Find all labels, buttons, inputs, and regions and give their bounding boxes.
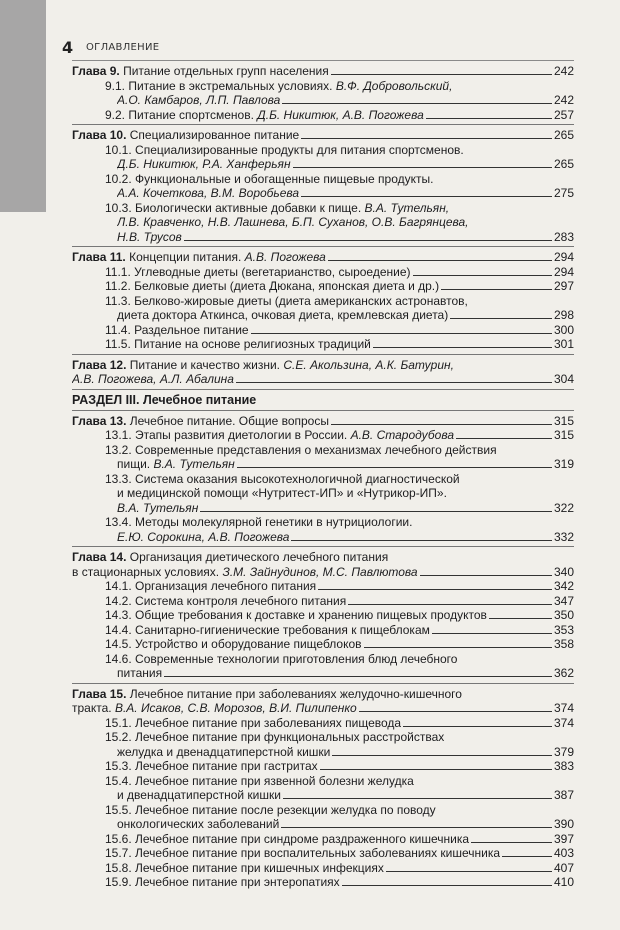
chapter-authors: А.В. Погожева — [244, 250, 326, 264]
page-ref: 350 — [553, 608, 574, 622]
page-ref: 294 — [553, 250, 574, 264]
chapter-label: Глава 11. — [72, 250, 126, 264]
section-title: 14.3. Общие требования к доставке и хранению пищевых продуктов — [105, 608, 487, 622]
page-ref: 387 — [553, 788, 574, 802]
toc-section-15-4-cont[interactable] — [72, 788, 574, 803]
toc-section-9-1-authors — [72, 93, 574, 108]
section-authors: Н.В. Трусов — [117, 229, 182, 244]
toc-section-11-3-cont[interactable] — [72, 308, 574, 323]
toc-section-10-3[interactable] — [72, 201, 574, 216]
section-title-cont: пищи. — [117, 457, 151, 471]
chapter-title: Организация диетического лечебного питания — [129, 550, 389, 564]
chapter-label: Глава 10. — [72, 128, 127, 142]
leader-line — [420, 575, 552, 576]
chapter-title: Лечебное питание. Общие вопросы — [129, 413, 329, 428]
leader-line — [450, 318, 552, 319]
chapter-title: Питание и качество жизни. — [129, 357, 280, 372]
toc-section-10-1-authors — [72, 157, 574, 172]
page-ref: 298 — [553, 308, 574, 322]
section-authors: Е.Ю. Сорокина, А.В. Погожева — [117, 529, 290, 544]
page-ref: 362 — [553, 666, 574, 680]
toc-section-10-2-authors — [72, 186, 574, 201]
leader-line — [331, 74, 552, 75]
section-authors: А.В. Стародубова — [350, 428, 455, 442]
leader-line — [359, 711, 552, 712]
toc-section-13-3-authors — [72, 501, 574, 516]
page-ref: 297 — [553, 279, 574, 293]
section-title-cont: и медицинской помощи «Нутритест-ИП» и «Нутрикор-ИП». — [117, 486, 447, 500]
toc-section-14-6[interactable] — [72, 652, 574, 667]
toc-section-15-3[interactable] — [72, 759, 574, 774]
page-ref: 410 — [553, 875, 574, 889]
section-title-cont: питания — [117, 666, 163, 680]
chapter-authors: В.А. Исаков, С.В. Морозов, В.И. Пилипенко — [114, 701, 357, 715]
chapter-divider — [72, 683, 574, 684]
section-title: 11.2. Белковые диеты (диета Дюкана, японская диета и др.) — [105, 279, 440, 293]
toc-section-15-8[interactable] — [72, 861, 574, 876]
section-title-cont: и двенадцатиперстной кишки — [117, 788, 281, 802]
page-ref: 332 — [553, 529, 574, 544]
page-ref: 358 — [553, 637, 574, 651]
toc-section-15-7[interactable] — [72, 846, 574, 861]
header-rule — [72, 60, 574, 61]
page-ref: 383 — [553, 759, 574, 773]
chapter-title: Специализированное питание — [129, 128, 300, 142]
page-ref: 265 — [553, 128, 574, 142]
section-title: 9.1. Питание в экстремальных условиях. — [105, 78, 333, 93]
toc-section-13-3[interactable] — [72, 472, 574, 487]
chapter-title: Концепции питания. — [129, 250, 242, 264]
page-ref: 242 — [553, 64, 574, 78]
section-authors: А.О. Камбаров, Л.П. Павлова — [117, 93, 281, 107]
chapter-divider — [72, 124, 574, 125]
toc-section-10-3-authors — [72, 230, 574, 245]
page-ref: 265 — [553, 157, 574, 171]
section-title: 9.2. Питание спортсменов. — [105, 107, 254, 122]
toc-section-15-5[interactable] — [72, 803, 574, 818]
chapter-title-cont: в стационарных условиях. — [72, 564, 220, 579]
chapter-label: Глава 14. — [72, 550, 127, 564]
section-title: 14.6. Современные технологии приготовления блюд лечебного — [105, 651, 458, 666]
leader-line — [281, 827, 552, 828]
toc-chapter-15[interactable] — [72, 687, 574, 702]
toc-section-15-2[interactable] — [72, 730, 574, 745]
leader-line — [293, 167, 552, 168]
section-title-cont: онкологических заболеваний — [117, 817, 280, 831]
page-ref: 315 — [553, 413, 574, 428]
section-title: 14.2. Система контроля лечебного питания — [105, 593, 347, 608]
leader-line — [364, 647, 552, 648]
page-ref: 342 — [553, 579, 574, 593]
toc-section-11-1[interactable] — [72, 265, 574, 280]
section-title-cont: желудка и двенадцатиперстной кишки — [117, 744, 331, 759]
leader-line — [291, 540, 552, 541]
leader-line — [200, 511, 552, 512]
section-title: 10.2. Функциональные и обогащенные пищевые продукты. — [105, 171, 434, 186]
chapter-label: Глава 13. — [72, 413, 127, 428]
section-title: 15.4. Лечебное питание при язвенной болезни желудка — [105, 773, 414, 788]
page-corner-tab — [0, 0, 46, 212]
section-authors: В.А. Тутельян — [117, 500, 199, 515]
section-title: 14.5. Устройство и оборудование пищеблоков — [105, 637, 362, 651]
toc-section-13-4-authors — [72, 530, 574, 545]
toc-chapter-12-authors — [72, 372, 574, 387]
section-title: 11.4. Раздельное питание — [105, 322, 249, 337]
toc-chapter-14-cont[interactable] — [72, 565, 574, 580]
section-title-cont: диета доктора Аткинса, очковая диета, кремлевская диета) — [117, 308, 449, 322]
toc-section-13-1[interactable] — [72, 428, 574, 443]
toc-section-15-4[interactable] — [72, 774, 574, 789]
leader-line — [328, 260, 552, 261]
chapter-label: Глава 9. — [72, 64, 120, 78]
toc-section-11-2[interactable] — [72, 279, 574, 294]
page-ref: 390 — [553, 817, 574, 831]
page-ref: 315 — [553, 428, 574, 442]
page-number: 4 — [62, 38, 74, 57]
chapter-divider — [72, 546, 574, 547]
section-title: 15.3. Лечебное питание при гастритах — [105, 759, 318, 773]
toc-section-15-1[interactable] — [72, 716, 574, 731]
toc-section-14-5[interactable] — [72, 637, 574, 652]
chapter-title: Питание отдельных групп населения — [123, 64, 329, 78]
leader-line — [320, 769, 552, 770]
page-ref: 283 — [553, 229, 574, 244]
section-authors: А.А. Кочеткова, В.М. Воробьева — [117, 186, 300, 200]
chapter-authors: З.М. Зайнудинов, М.С. Павлютова — [222, 564, 418, 579]
leader-line — [413, 275, 552, 276]
leader-line — [331, 424, 552, 425]
leader-line — [251, 333, 552, 334]
toc-chapter-14[interactable] — [72, 550, 574, 565]
page-ref: 403 — [553, 846, 574, 860]
section-title: 10.1. Специализированные продукты для питания спортсменов. — [105, 142, 464, 157]
toc-section-14-1[interactable] — [72, 579, 574, 594]
chapter-divider — [72, 389, 574, 390]
toc-chapter-11[interactable] — [72, 250, 574, 265]
toc-section-11-3[interactable] — [72, 294, 574, 309]
section-title: 15.1. Лечебное питание при заболеваниях пищевода — [105, 715, 402, 730]
page-ref: 322 — [553, 500, 574, 515]
part-title: Лечебное питание — [142, 392, 257, 407]
page-ref: 340 — [553, 564, 574, 579]
leader-line — [283, 798, 552, 799]
toc-section-15-2-cont[interactable] — [72, 745, 574, 760]
chapter-divider — [72, 354, 574, 355]
toc-chapter-15-cont[interactable] — [72, 701, 574, 716]
section-title: 14.4. Санитарно-гигиенические требования к пищеблокам — [105, 622, 430, 637]
page-ref: 304 — [553, 372, 574, 386]
section-title: 13.4. Методы молекулярной генетики в нутрициологии. — [105, 515, 413, 529]
leader-line — [489, 618, 552, 619]
toc-chapter-12[interactable] — [72, 358, 574, 373]
page-ref: 374 — [553, 701, 574, 715]
leader-line — [301, 196, 552, 197]
page-ref: 300 — [553, 322, 574, 337]
page-ref: 397 — [553, 831, 574, 846]
section-title: 15.6. Лечебное питание при синдроме раздраженного кишечника — [105, 831, 470, 846]
leader-line — [348, 604, 552, 605]
toc-chapter-10[interactable] — [72, 128, 574, 143]
leader-line — [301, 138, 552, 139]
page-ref: 275 — [553, 186, 574, 200]
page-ref: 407 — [553, 860, 574, 875]
leader-line — [403, 726, 552, 727]
page-ref: 347 — [553, 593, 574, 608]
chapter-title: Лечебное питание при заболеваниях желудочно-кишечного — [129, 686, 462, 701]
toc-section-11-5[interactable] — [72, 337, 574, 352]
chapter-divider — [72, 246, 574, 247]
running-title: ОГЛАВЛЕНИЕ — [86, 42, 160, 53]
section-title: 14.1. Организация лечебного питания — [105, 579, 317, 593]
section-authors: Д.Б. Никитюк, А.В. Погожева — [257, 107, 424, 122]
page-ref: 294 — [553, 264, 574, 279]
page-ref: 319 — [553, 457, 574, 471]
leader-line — [456, 438, 552, 439]
section-title: 13.3. Система оказания высокотехнологичной диагностической — [105, 471, 460, 486]
toc-section-11-4[interactable] — [72, 323, 574, 338]
leader-line — [184, 240, 552, 241]
part-label: РАЗДЕЛ III. — [72, 392, 140, 407]
toc-section-13-2-cont[interactable] — [72, 457, 574, 472]
toc-section-13-3-cont[interactable] — [72, 486, 574, 501]
page-ref: 257 — [553, 107, 574, 122]
page-ref: 301 — [553, 337, 574, 351]
section-title: 15.8. Лечебное питание при кишечных инфекциях — [105, 860, 384, 875]
section-title: 15.2. Лечебное питание при функциональных расстройствах — [105, 730, 445, 744]
toc-section-10-1[interactable] — [72, 143, 574, 158]
leader-line — [342, 885, 552, 886]
toc-section-15-6[interactable] — [72, 832, 574, 847]
page-ref: 379 — [553, 744, 574, 759]
chapter-authors: С.Е. Акользина, А.К. Батурин, — [283, 357, 454, 372]
toc-chapter-13[interactable] — [72, 414, 574, 429]
leader-line — [237, 467, 552, 468]
page-ref: 242 — [553, 93, 574, 107]
leader-line — [282, 103, 552, 104]
leader-line — [426, 118, 552, 119]
section-authors: Д.Б. Никитюк, Р.А. Ханферьян — [117, 157, 291, 171]
section-title: 15.9. Лечебное питание при энтеропатиях — [105, 875, 340, 889]
section-title: 13.2. Современные представления о механизмах лечебного действия — [105, 442, 497, 457]
leader-line — [332, 755, 552, 756]
section-authors: В.Ф. Добровольский, — [335, 78, 453, 93]
toc-section-10-2[interactable] — [72, 172, 574, 187]
chapter-label: Глава 15. — [72, 686, 127, 701]
toc-chapter-9[interactable] — [72, 64, 574, 79]
toc-section-14-2[interactable] — [72, 594, 574, 609]
chapter-label: Глава 12. — [72, 357, 127, 372]
toc-section-10-3-authors — [72, 215, 574, 230]
leader-line — [236, 382, 552, 383]
leader-line — [386, 871, 552, 872]
toc-section-14-4[interactable] — [72, 623, 574, 638]
table-of-contents — [72, 64, 574, 890]
toc-section-14-3[interactable] — [72, 608, 574, 623]
section-title: 13.1. Этапы развития диетологии в России. — [105, 428, 348, 442]
leader-line — [318, 589, 552, 590]
section-authors: Л.В. Кравченко, Н.В. Лашнева, Б.П. Суханов, О.В. Багрянцева, — [117, 215, 469, 229]
section-title: 15.7. Лечебное питание при воспалительных заболеваниях кишечника — [105, 846, 501, 860]
leader-line — [502, 856, 552, 857]
chapter-divider — [72, 410, 574, 411]
leader-line — [471, 842, 552, 843]
chapter-authors: А.В. Погожева, А.Л. Абалина — [72, 372, 234, 386]
toc-section-9-1[interactable] — [72, 79, 574, 94]
toc-section-9-2[interactable] — [72, 108, 574, 123]
section-authors: В.А. Тутельян, — [364, 200, 450, 215]
leader-line — [441, 289, 552, 290]
toc-section-15-5-cont[interactable] — [72, 817, 574, 832]
leader-line — [373, 347, 552, 348]
page-ref: 353 — [553, 622, 574, 637]
part-heading — [72, 393, 574, 408]
section-title: 15.5. Лечебное питание после резекции желудка по поводу — [105, 802, 436, 817]
leader-line — [432, 633, 552, 634]
toc-section-13-4[interactable] — [72, 515, 574, 530]
section-title: 11.1. Углеводные диеты (вегетарианство, сыроедение) — [105, 264, 411, 279]
chapter-title-cont: тракта. — [72, 701, 112, 715]
section-title: 10.3. Биологически активные добавки к пище. — [105, 200, 362, 215]
section-title: 11.5. Питание на основе религиозных традиций — [105, 337, 371, 351]
leader-line — [164, 676, 552, 677]
section-title: 11.3. Белково-жировые диеты (диета американских астронавтов, — [105, 293, 468, 308]
page-ref: 374 — [553, 715, 574, 730]
section-authors: В.А. Тутельян — [153, 457, 235, 471]
toc-section-15-9[interactable] — [72, 875, 574, 890]
toc-section-14-6-cont[interactable] — [72, 666, 574, 681]
toc-section-13-2[interactable] — [72, 443, 574, 458]
